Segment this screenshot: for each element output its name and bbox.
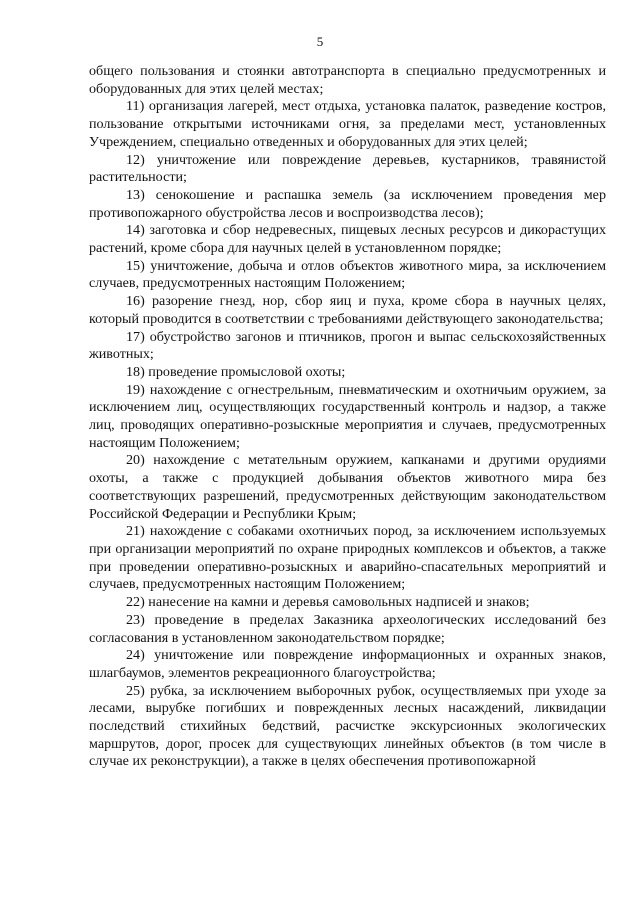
paragraph: 14) заготовка и сбор недревесных, пищевых лесных ресурсов и дикорастущих растений, кроме сбора для научных целей в установленном порядке;	[89, 222, 606, 257]
paragraph: 24) уничтожение или повреждение информационных и охранных знаков, шлагбаумов, элементов рекреационного благоустройства;	[89, 647, 606, 681]
paragraph: общего пользования и стоянки автотранспорта в специально предусмотренных и оборудованных для этих целей местах;	[89, 63, 606, 97]
paragraph: 23) проведение в пределах Заказника археологических исследований без согласования в установленном законодательством порядке;	[89, 611, 606, 646]
paragraph: 12) уничтожение или повреждение деревьев, кустарников, травянистой растительности;	[89, 151, 606, 186]
paragraph: 25) рубка, за исключением выборочных рубок, осуществляемых при уходе за лесами, вырубке погибших и поврежденных лесных насаждений, ликвидации последствий стихийных бедствий, расчистке экскурсионных экологических маршрутов, дорог, просек для существующих линейных объектов (в том числе в случае их реконструкции), а также в целях обеспечения противопожарной	[89, 682, 606, 770]
paragraph: 22) нанесение на камни и деревья самовольных надписей и знаков;	[126, 594, 530, 611]
paragraph: 21) нахождение с собаками охотничьих пород, за исключением используемых при организации мероприятий по охране природных комплексов и объектов, а также при проведении оперативно-розыскных и аварийно-спасательных мероприятий и случаев, предусмотренных настоящим Положением;	[89, 523, 606, 593]
paragraph: 13) сенокошение и распашка земель (за исключением проведения мер противопожарного обустройства лесов и воспроизводства лесов);	[89, 186, 606, 221]
paragraph: 17) обустройство загонов и птичников, прогон и выпас сельскохозяйственных животных;	[89, 328, 606, 363]
paragraph: 18) проведение промысловой охоты;	[126, 363, 346, 380]
paragraph: 15) уничтожение, добыча и отлов объектов животного мира, за исключением случаев, предусмотренных настоящим Положением;	[89, 257, 606, 292]
paragraph: 20) нахождение с метательным оружием, капканами и другими орудиями охоты, а также с продукцией добывания объектов животного мира без соответствующих разрешений, предусмотренных действующим законодательством Российской Федерации и Республики Крым;	[89, 452, 606, 522]
paragraph: 16) разорение гнезд, нор, сбор яиц и пуха, кроме сбора в научных целях, который проводится в соответствии с требованиями действующего законодательства;	[89, 293, 606, 327]
document-body	[89, 63, 606, 771]
paragraph: 11) организация лагерей, мест отдыха, установка палаток, разведение костров, пользование открытыми источниками огня, за пределами мест, установленных Учреждением, специально отведенных и оборудованных для этих целей;	[89, 98, 606, 150]
paragraph: 19) нахождение с огнестрельным, пневматическим и охотничьим оружием, за исключением лиц, осуществляющих государственный контроль и надзор, а также лиц, проводящих оперативно-розыскные мероприятия и случаев, предусмотренных настоящим Положением;	[89, 381, 606, 451]
page-number: 5	[316, 34, 324, 49]
